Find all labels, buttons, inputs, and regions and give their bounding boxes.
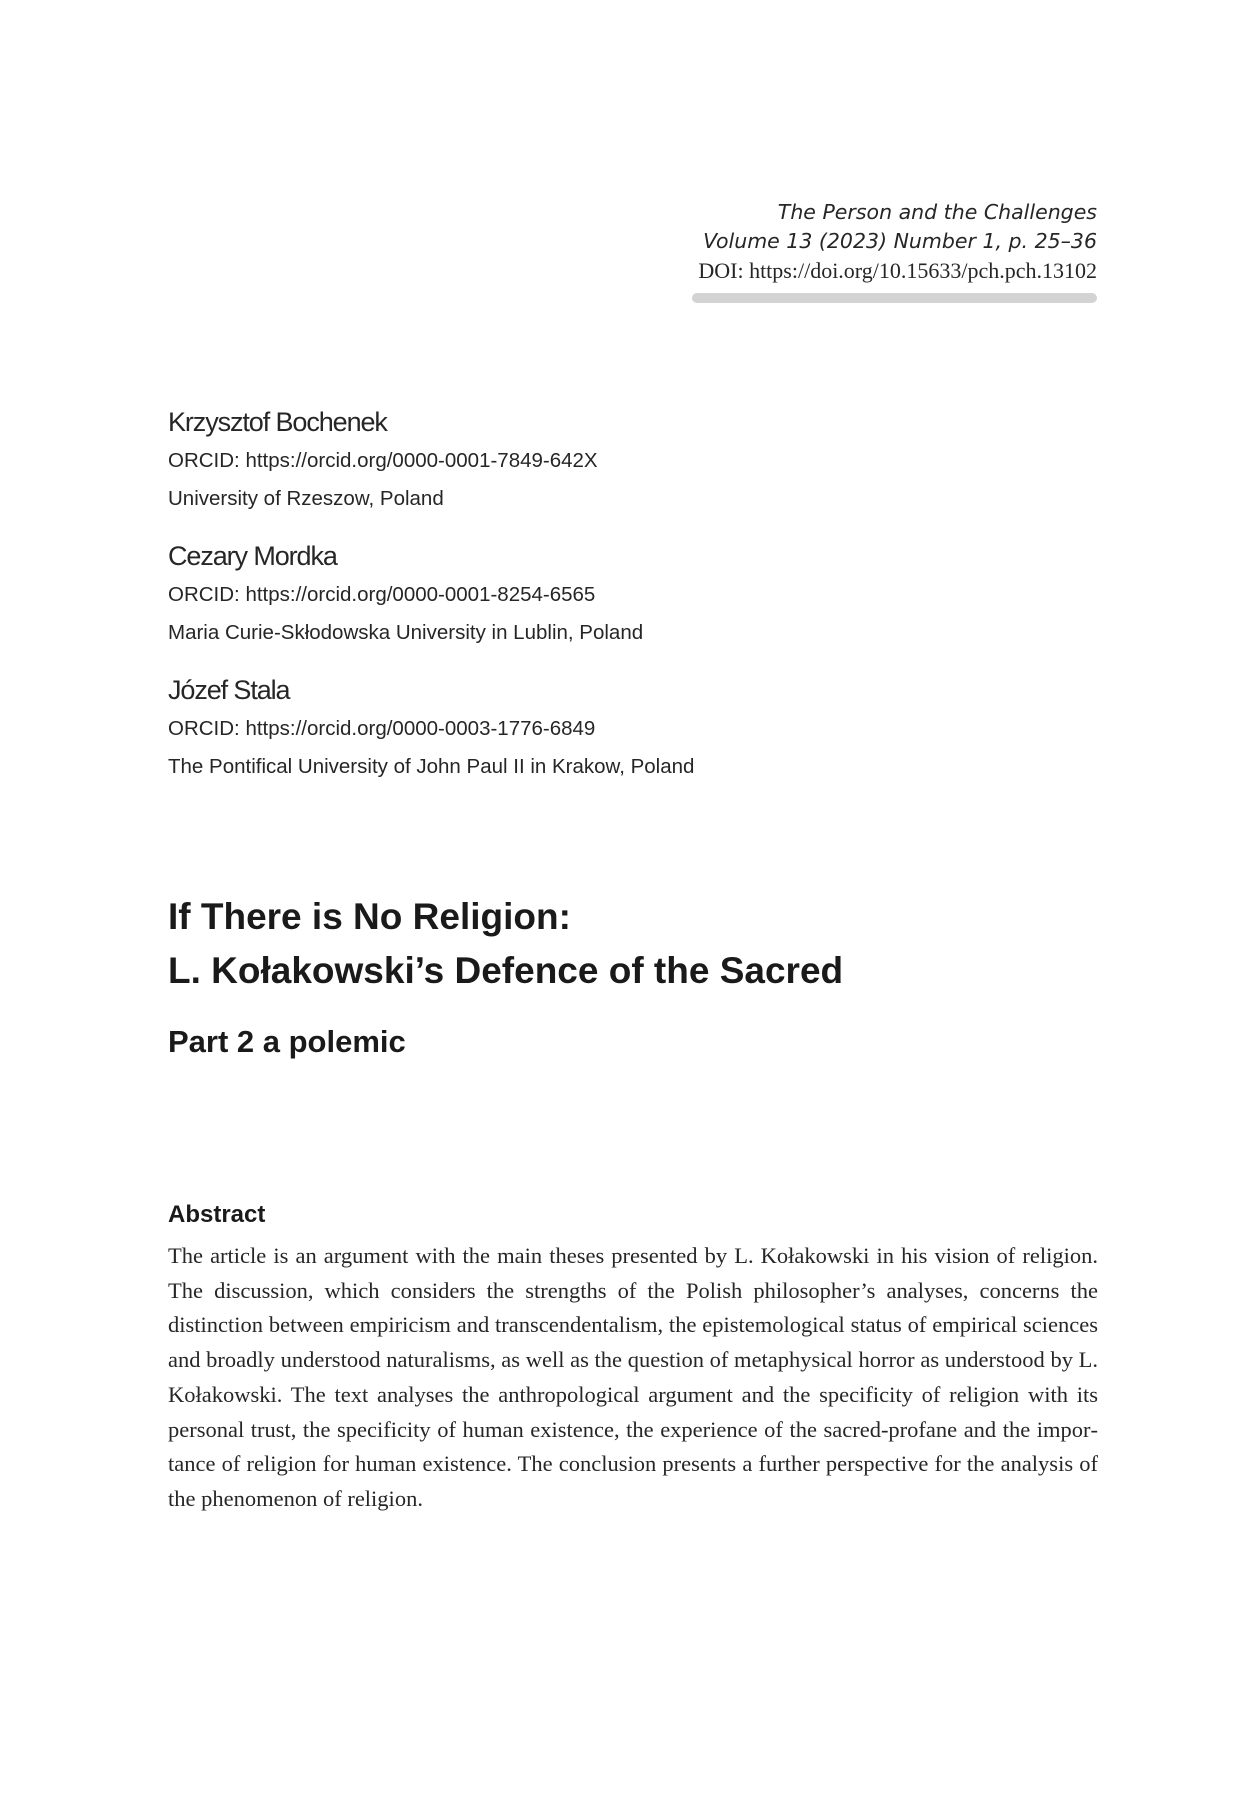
- author-orcid[interactable]: ORCID: https://orcid.org/0000-0001-8254-6565: [168, 583, 596, 606]
- journal-volume: Volume 13 (2023) Number 1, p. 25–36: [703, 229, 1097, 253]
- author-affiliation: Maria Curie-Skłodowska University in Lublin, Poland: [168, 621, 644, 644]
- author-orcid[interactable]: ORCID: https://orcid.org/0000-0001-7849-642X: [168, 449, 598, 472]
- header-divider: [692, 293, 1097, 303]
- author-entry: [168, 402, 1068, 518]
- doi-link[interactable]: DOI: https://doi.org/10.15633/pch.pch.13102: [698, 258, 1097, 283]
- article-title-block: [168, 890, 1108, 1062]
- journal-title: The Person and the Challenges: [777, 200, 1097, 224]
- author-entry: [168, 536, 1068, 652]
- author-list: [168, 402, 1068, 804]
- author-orcid[interactable]: ORCID: https://orcid.org/0000-0003-1776-6849: [168, 717, 596, 740]
- journal-header: [537, 198, 1097, 285]
- abstract-text: The article is an argument with the main theses presented by L. Kołakowski in his vision of religion. The discussion, which considers the strengths of the Polish philosopher’s analyses, concerns the distinction between empiricism and transcendentalism, the epistemological status of empirical sciences and broadly understood naturalisms, as well as the question of metaphysical horror as understood by L. Kołakowski. The text analyses the anthropological argument and the specificity of religion with its personal trust, the specificity of human existence, the experience of the sacred-profane and the importance of religion for human existence. The conclusion presents a further perspective for the analysis of the phenomenon of religion.: [168, 1243, 1098, 1511]
- abstract-heading: Abstract: [168, 1201, 266, 1228]
- abstract-section: [168, 1195, 1098, 1517]
- author-entry: [168, 670, 1068, 786]
- author-name: Józef Stala: [168, 675, 290, 705]
- article-title-line-1: If There is No Religion:: [168, 896, 571, 937]
- author-affiliation: The Pontifical University of John Paul II in Krakow, Poland: [168, 755, 695, 778]
- author-name: Cezary Mordka: [168, 541, 337, 571]
- article-title-line-2: L. Kołakowski’s Defence of the Sacred: [168, 950, 844, 991]
- author-affiliation: University of Rzeszow, Poland: [168, 487, 444, 510]
- author-name: Krzysztof Bochenek: [168, 407, 387, 437]
- article-subtitle: Part 2 a polemic: [168, 1024, 406, 1059]
